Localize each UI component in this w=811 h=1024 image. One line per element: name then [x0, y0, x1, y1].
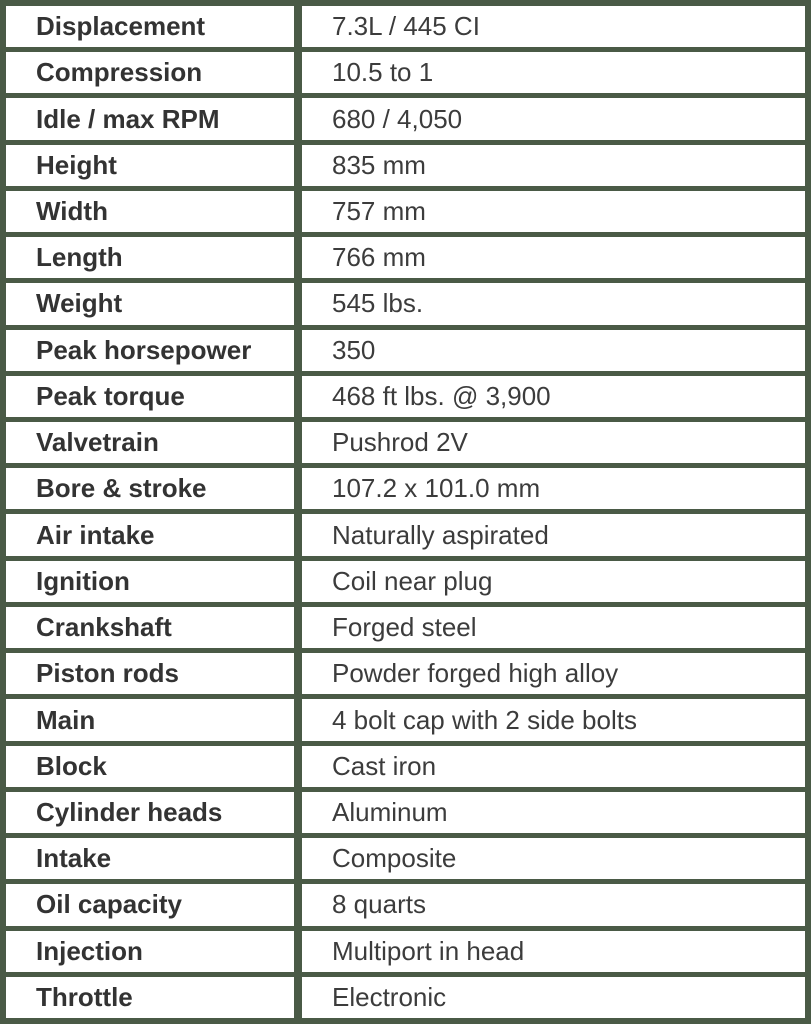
spec-label-block: Block [6, 746, 294, 787]
spec-label-compression: Compression [6, 52, 294, 93]
spec-label-ignition: Ignition [6, 561, 294, 602]
spec-label-bore-stroke: Bore & stroke [6, 468, 294, 509]
spec-value-crankshaft: Forged steel [302, 607, 805, 648]
spec-label-main: Main [6, 699, 294, 740]
spec-label-air-intake: Air intake [6, 514, 294, 555]
spec-label-length: Length [6, 237, 294, 278]
spec-value-weight: 545 lbs. [302, 283, 805, 324]
spec-label-piston-rods: Piston rods [6, 653, 294, 694]
spec-value-intake: Composite [302, 838, 805, 879]
spec-label-injection: Injection [6, 931, 294, 972]
spec-label-intake: Intake [6, 838, 294, 879]
spec-label-crankshaft: Crankshaft [6, 607, 294, 648]
spec-value-width: 757 mm [302, 191, 805, 232]
spec-value-block: Cast iron [302, 746, 805, 787]
spec-value-valvetrain: Pushrod 2V [302, 422, 805, 463]
spec-value-displacement: 7.3L / 445 CI [302, 6, 805, 47]
spec-label-cylinder-heads: Cylinder heads [6, 792, 294, 833]
spec-value-air-intake: Naturally aspirated [302, 514, 805, 555]
spec-label-throttle: Throttle [6, 977, 294, 1018]
spec-value-height: 835 mm [302, 145, 805, 186]
spec-value-injection: Multiport in head [302, 931, 805, 972]
spec-value-piston-rods: Powder forged high alloy [302, 653, 805, 694]
spec-value-throttle: Electronic [302, 977, 805, 1018]
spec-label-peak-horsepower: Peak horsepower [6, 330, 294, 371]
spec-label-displacement: Displacement [6, 6, 294, 47]
spec-value-cylinder-heads: Aluminum [302, 792, 805, 833]
spec-label-width: Width [6, 191, 294, 232]
spec-label-valvetrain: Valvetrain [6, 422, 294, 463]
spec-value-ignition: Coil near plug [302, 561, 805, 602]
spec-label-height: Height [6, 145, 294, 186]
spec-label-peak-torque: Peak torque [6, 376, 294, 417]
spec-label-idle-max-rpm: Idle / max RPM [6, 98, 294, 139]
spec-label-weight: Weight [6, 283, 294, 324]
spec-value-peak-torque: 468 ft lbs. @ 3,900 [302, 376, 805, 417]
spec-value-main: 4 bolt cap with 2 side bolts [302, 699, 805, 740]
spec-value-compression: 10.5 to 1 [302, 52, 805, 93]
spec-value-oil-capacity: 8 quarts [302, 884, 805, 925]
spec-value-idle-max-rpm: 680 / 4,050 [302, 98, 805, 139]
spec-label-oil-capacity: Oil capacity [6, 884, 294, 925]
spec-value-peak-horsepower: 350 [302, 330, 805, 371]
spec-value-bore-stroke: 107.2 x 101.0 mm [302, 468, 805, 509]
spec-value-length: 766 mm [302, 237, 805, 278]
